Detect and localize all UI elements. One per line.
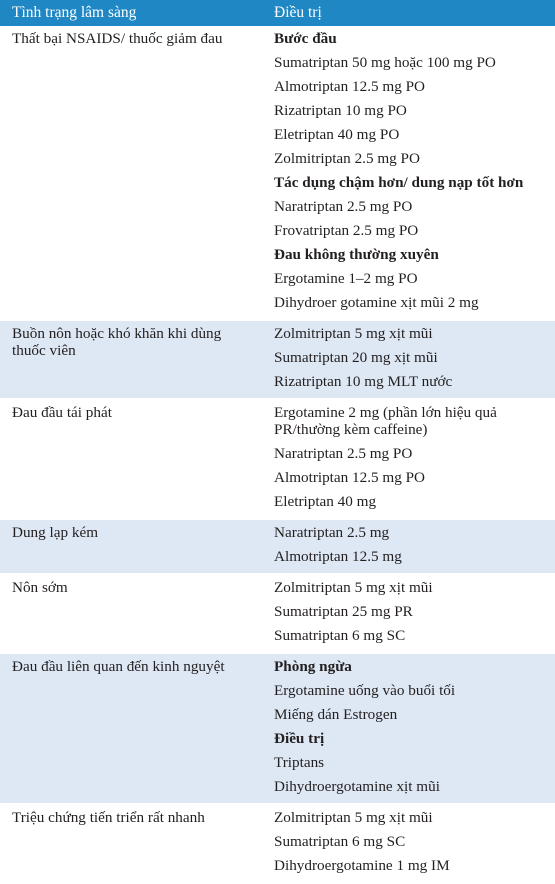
- treatment-item: Naratriptan 2.5 mg: [274, 524, 390, 541]
- table-row: [0, 804, 555, 883]
- header-treatment: Điều trị: [262, 0, 555, 26]
- table-row: [0, 26, 555, 320]
- treatment-item: Rizatriptan 10 mg MLT nước: [274, 373, 453, 390]
- treatment-item: Dihydroer gotamine xịt mũi 2 mg: [274, 294, 479, 311]
- treatment-subheading: Bước đầu: [274, 30, 337, 47]
- header-condition: Tình trạng lâm sàng: [0, 0, 262, 26]
- table-row: [0, 399, 555, 519]
- treatment-item: Frovatriptan 2.5 mg PO: [274, 222, 419, 239]
- treatment-item: Zolmitriptan 5 mg xịt mũi: [274, 325, 433, 342]
- treatment-subheading: Phòng ngừa: [274, 658, 352, 675]
- treatment-item: Zolmitriptan 2.5 mg PO: [274, 150, 420, 167]
- table-row: [0, 320, 555, 399]
- condition-cell: Dung lạp kém: [0, 519, 262, 574]
- treatment-item: Zolmitriptan 5 mg xịt mũi: [274, 579, 433, 596]
- treatment-cell: [262, 653, 555, 804]
- treatment-item: Dihydroergotamine xịt mũi: [274, 778, 440, 795]
- treatment-item: Almotriptan 12.5 mg: [274, 548, 402, 565]
- treatment-item: Triptans: [274, 754, 325, 771]
- condition-cell: Buồn nôn hoặc khó khăn khi dùng thuốc viên: [0, 320, 262, 399]
- treatment-cell: [262, 804, 555, 883]
- table-row: [0, 519, 555, 574]
- treatment-item: Dihydroergotamine 1 mg IM: [274, 857, 450, 874]
- treatment-item: Ergotamine uống vào buổi tối: [274, 682, 456, 699]
- table-header-row: [0, 0, 555, 26]
- treatment-item: Sumatriptan 6 mg SC: [274, 833, 406, 850]
- treatment-item: Rizatriptan 10 mg PO: [274, 102, 407, 119]
- table-row: [0, 653, 555, 804]
- treatment-item: Ergotamine 2 mg (phần lớn hiệu quả PR/thường kèm caffeine): [274, 404, 497, 438]
- treatment-cell: [262, 519, 555, 574]
- treatment-cell: [262, 399, 555, 519]
- treatment-subheading: Đau không thường xuyên: [274, 246, 439, 263]
- condition-cell: Nôn sớm: [12, 579, 68, 596]
- treatment-item: Eletriptan 40 mg: [274, 493, 377, 510]
- treatment-cell: [262, 26, 555, 320]
- treatment-item: Almotriptan 12.5 mg PO: [274, 469, 426, 486]
- condition-cell: Đau đầu tái phát: [12, 404, 112, 421]
- treatment-item: Sumatriptan 6 mg SC: [274, 627, 406, 644]
- treatment-cell: [262, 320, 555, 399]
- treatment-item: Eletriptan 40 mg PO: [274, 126, 400, 143]
- table-row: [0, 574, 555, 653]
- treatment-subheading: Tác dụng chậm hơn/ dung nạp tốt hơn: [274, 174, 524, 191]
- treatment-subheading: Điều trị: [274, 730, 325, 747]
- treatment-item: Zolmitriptan 5 mg xịt mũi: [274, 809, 433, 826]
- treatment-item: Sumatriptan 25 mg PR: [274, 603, 413, 620]
- treatment-item: Naratriptan 2.5 mg PO: [274, 445, 413, 462]
- treatment-item: Almotriptan 12.5 mg PO: [274, 78, 426, 95]
- treatment-item: Miếng dán Estrogen: [274, 706, 398, 723]
- treatment-cell: [262, 574, 555, 653]
- condition-cell: Đau đầu liên quan đến kinh nguyệt: [0, 653, 262, 804]
- treatment-item: Sumatriptan 20 mg xịt mũi: [274, 349, 438, 366]
- treatment-item: Sumatriptan 50 mg hoặc 100 mg PO: [274, 54, 496, 71]
- condition-cell: Triệu chứng tiến triển rất nhanh: [12, 809, 205, 826]
- condition-cell: Thất bại NSAIDS/ thuốc giảm đau: [12, 30, 223, 47]
- treatment-item: Ergotamine 1–2 mg PO: [274, 270, 418, 287]
- table-body: [0, 26, 555, 883]
- treatment-item: Naratriptan 2.5 mg PO: [274, 198, 413, 215]
